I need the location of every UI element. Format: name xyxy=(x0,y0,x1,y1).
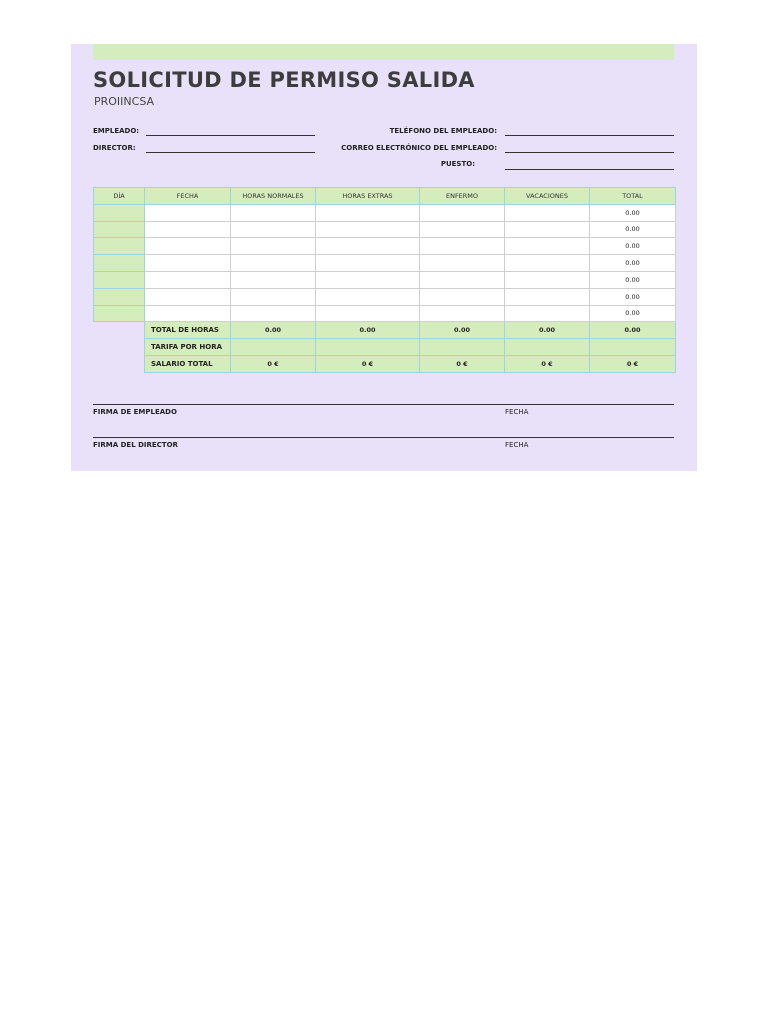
vacaciones-cell[interactable] xyxy=(505,204,590,221)
horas-normales-cell[interactable] xyxy=(231,288,316,305)
summary-value: 0 € xyxy=(420,355,505,372)
empleado-field[interactable] xyxy=(146,135,315,136)
day-cell[interactable] xyxy=(94,305,145,322)
row-total: 0.00 xyxy=(590,288,676,305)
vacaciones-cell[interactable] xyxy=(505,305,590,322)
summary-row-tarifa xyxy=(94,339,676,356)
table-row xyxy=(94,288,676,305)
row-total: 0.00 xyxy=(590,221,676,238)
horas-normales-cell[interactable] xyxy=(231,305,316,322)
horas-extras-cell[interactable] xyxy=(316,204,420,221)
form-title: SOLICITUD DE PERMISO SALIDA xyxy=(93,68,475,92)
enfermo-cell[interactable] xyxy=(420,305,505,322)
employee-signature-line[interactable] xyxy=(93,404,674,405)
enfermo-cell[interactable] xyxy=(420,288,505,305)
table-row xyxy=(94,271,676,288)
vacaciones-cell[interactable] xyxy=(505,271,590,288)
horas-extras-cell[interactable] xyxy=(316,221,420,238)
day-cell[interactable] xyxy=(94,271,145,288)
day-cell[interactable] xyxy=(94,255,145,272)
enfermo-cell[interactable] xyxy=(420,221,505,238)
tarifa-input[interactable] xyxy=(505,339,590,356)
puesto-field[interactable] xyxy=(505,169,674,170)
table-row xyxy=(94,255,676,272)
fecha-cell[interactable] xyxy=(145,204,231,221)
header-dia: DÍA xyxy=(94,188,145,205)
day-cell[interactable] xyxy=(94,288,145,305)
summary-value: 0.00 xyxy=(590,322,676,339)
top-accent-band xyxy=(93,44,674,60)
leave-request-form xyxy=(71,44,697,471)
header-horas-normales: HORAS NORMALES xyxy=(231,188,316,205)
director-label: DIRECTOR: xyxy=(93,144,136,152)
horas-extras-cell[interactable] xyxy=(316,255,420,272)
empleado-label: EMPLEADO: xyxy=(93,127,140,135)
employee-date-label: FECHA xyxy=(505,408,529,416)
header-fecha: FECHA xyxy=(145,188,231,205)
hours-table xyxy=(93,187,676,373)
fecha-cell[interactable] xyxy=(145,305,231,322)
fecha-cell[interactable] xyxy=(145,221,231,238)
header-horas-extras: HORAS EXTRAS xyxy=(316,188,420,205)
employee-signature-label: FIRMA DE EMPLEADO xyxy=(93,408,177,416)
tarifa-input[interactable] xyxy=(420,339,505,356)
row-total: 0.00 xyxy=(590,305,676,322)
header-total: TOTAL xyxy=(590,188,676,205)
summary-value: 0.00 xyxy=(420,322,505,339)
horas-normales-cell[interactable] xyxy=(231,255,316,272)
horas-normales-cell[interactable] xyxy=(231,221,316,238)
table-row xyxy=(94,305,676,322)
horas-normales-cell[interactable] xyxy=(231,271,316,288)
row-total: 0.00 xyxy=(590,255,676,272)
day-cell[interactable] xyxy=(94,204,145,221)
puesto-label: PUESTO: xyxy=(440,160,475,168)
director-date-label: FECHA xyxy=(505,441,529,449)
table-row xyxy=(94,238,676,255)
fecha-cell[interactable] xyxy=(145,255,231,272)
tarifa-input[interactable] xyxy=(590,339,676,356)
table-row xyxy=(94,204,676,221)
tarifa-input[interactable] xyxy=(316,339,420,356)
summary-value: 0.00 xyxy=(231,322,316,339)
summary-value: 0 € xyxy=(590,355,676,372)
vacaciones-cell[interactable] xyxy=(505,288,590,305)
summary-label: TOTAL DE HORAS xyxy=(145,322,231,339)
enfermo-cell[interactable] xyxy=(420,271,505,288)
horas-extras-cell[interactable] xyxy=(316,238,420,255)
correo-label: CORREO ELECTRÓNICO DEL EMPLEADO: xyxy=(341,144,497,152)
summary-value: 0.00 xyxy=(505,322,590,339)
summary-value: 0.00 xyxy=(316,322,420,339)
telefono-label: TELÉFONO DEL EMPLEADO: xyxy=(389,127,497,135)
director-field[interactable] xyxy=(146,152,315,153)
horas-extras-cell[interactable] xyxy=(316,271,420,288)
summary-row-salario xyxy=(94,355,676,372)
summary-value: 0 € xyxy=(316,355,420,372)
row-total: 0.00 xyxy=(590,271,676,288)
enfermo-cell[interactable] xyxy=(420,238,505,255)
correo-field[interactable] xyxy=(505,152,674,153)
tarifa-input[interactable] xyxy=(231,339,316,356)
summary-row-total-horas xyxy=(94,322,676,339)
fecha-cell[interactable] xyxy=(145,288,231,305)
header-enfermo: ENFERMO xyxy=(420,188,505,205)
summary-value: 0 € xyxy=(231,355,316,372)
summary-value: 0 € xyxy=(505,355,590,372)
horas-extras-cell[interactable] xyxy=(316,305,420,322)
telefono-field[interactable] xyxy=(505,135,674,136)
table-row xyxy=(94,221,676,238)
enfermo-cell[interactable] xyxy=(420,204,505,221)
horas-normales-cell[interactable] xyxy=(231,204,316,221)
vacaciones-cell[interactable] xyxy=(505,238,590,255)
vacaciones-cell[interactable] xyxy=(505,255,590,272)
fecha-cell[interactable] xyxy=(145,271,231,288)
vacaciones-cell[interactable] xyxy=(505,221,590,238)
summary-label: SALARIO TOTAL xyxy=(145,355,231,372)
row-total: 0.00 xyxy=(590,238,676,255)
director-signature-line[interactable] xyxy=(93,437,674,438)
header-vacaciones: VACACIONES xyxy=(505,188,590,205)
fecha-cell[interactable] xyxy=(145,238,231,255)
day-cell[interactable] xyxy=(94,221,145,238)
row-total: 0.00 xyxy=(590,204,676,221)
summary-label: TARIFA POR HORA xyxy=(145,339,231,356)
day-cell[interactable] xyxy=(94,238,145,255)
horas-extras-cell[interactable] xyxy=(316,288,420,305)
enfermo-cell[interactable] xyxy=(420,255,505,272)
company-name: PROIINCSA xyxy=(94,95,155,108)
table-header-row xyxy=(94,188,676,205)
director-signature-label: FIRMA DEL DIRECTOR xyxy=(93,441,178,449)
horas-normales-cell[interactable] xyxy=(231,238,316,255)
